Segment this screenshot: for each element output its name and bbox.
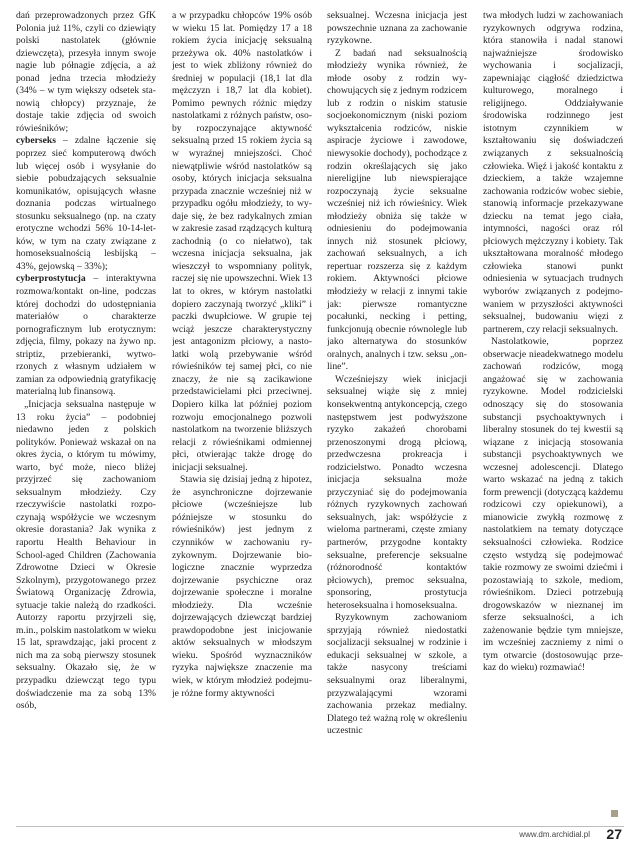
text-column-4 [483,10,623,830]
end-of-article-mark [611,810,618,817]
term-definition: – zdalne łączenie się poprzez sieć komputerową dwóch lub więcej osób i wysyłanie do siebie pobudzających seksualnie komunikatów, opisujących własne doznania podczas wirtualnego stosunku seksualnego (np. na czaty erotyczne wchodzi 56% 10-14-letków, w tym na czaty związane z homoseksualnością lesbijską – 43%, gejowską – 33%); [16,135,156,272]
paragraph [16,135,156,273]
paragraph: „Inicjacja seksualna następuje w 13 roku życia” – podobniej niedawno jeden z polskich polityków. Ponieważ wskazał on na okres życia, o którym tu mówimy, warto, być może, nieco bliżej przyjrzeć się zachowaniom seksualnym młodzieży. Czy rzeczywiście nastolatki rozpoczynają współżycie we wczesnym okresie dorastania? Jak wynika z raportu Health Behaviour in School-aged Children (Zachowania Zdrowotne Dzieci w Okresie Szkolnym), przygotowanego przez Światową Organizację Zdrowia, sytuacje takie należą do rzadkości. Autorzy raportu przyjrzeli się, m.in., polskim nastolatkom w wieku 15 lat, sprawdzając, jaki procent z nich ma za sobą pierwszy stosunek seksualny. Okazało się, że w przypadku dziewcząt tego typu doświadczenie ma za sobą 13% osób, [16,398,156,712]
paragraph: twa młodych ludzi w zachowaniach ryzykownych odgrywa rodzina, która stanowiła i nadal stanowi najważniejsze środowisko wychowania i socjalizacji, zapewniając ciągłość dziedzictwa kulturowego, moralnego i religijnego. Oddziaływanie środowiska rodzinnego jest istotnym czynnikiem w kształtowaniu się doświadczeń związanych z seksualnością człowieka. Więź i jakość kontaktu z dzieckiem, a także wzajemne zachowania rodziców wobec siebie, stanowią informacje przekazywane dziecku na temat jego ciała, intymności, nagości oraz ról płciowych mężczyzny i kobiety. Tak ukształtowana moralność młodego człowieka stanowi punkt odniesienia w sytuacjach trudnych wyborów związanych z podejmowaniem w przyszłości aktywności seksualnej, budowaniu więzi z partnerem, czy relacji seksualnych. [483,10,623,335]
paragraph: Stawia się dzisiaj jedną z hipotez, że asynchroniczne dojrzewanie płciowe (wcześniejsze lub późniejsze w stosunku do rówieśników) jest jednym z czynników w zachowaniu ryzykownym. Dojrzewanie biologiczne znacznie wyprzedza dojrzewanie psychiczne oraz dojrzewanie społeczne i moralne młodzieży. Dla wcześnie dojrzewających dziewcząt bardziej prawdopodobne jest inicjowanie aktów seksualnych w młodszym wieku. Spośród wyznaczników ryzyka największe znaczenie ma wiek, w którym młodzież podejmuje różne formy aktywności [172,474,312,699]
text-column-2 [172,10,312,830]
term-definition: – interaktywna rozmowa/kontakt on-line, podczas której dochodzi do udostępniania materiałów o charakterze pornograficznym lub erotycznym: zdjęcia, filmy, pokazy na żywo np. striptiz, przebieranki, wytworzonych z własnym udziałem w zamian za odpowiednią gratyfikację materialną lub finansową. [16,273,156,398]
paragraph: Wcześniejszy wiek inicjacji seksualnej wiąże się z mniej konsekwentną antykoncepcją, czego następstwem jest podwyższone ryzyko zakażeń chorobami przenoszonymi drogą płciową, przedwczesna prokreacja i rodzicielstwo. Ponadto wczesna inicjacja seksualna może przyczyniać się do podejmowania różnych ryzykownych zachowań seksualnych, jak: współżycie z wieloma partnerami, częste zmiany partnerów, przygodne kontakty seksualne, preferencje seksualne (różnorodność kontaktów płciowych), premoc seksualna, sponsoring, prostytucja heteroseksualna i homoseksualna. [327,373,467,611]
term-cyberprostytucja: cyberprostytucja [16,273,86,285]
term-cyberseks: cyberseks [16,135,56,147]
footer-divider [16,826,624,827]
page-number: 27 [606,826,622,842]
paragraph [16,273,156,398]
text-column-1 [16,10,156,830]
paragraph: seksualnej. Wczesna inicjacja jest powszechnie uznana za zachowanie ryzykowne. [327,10,467,47]
text-column-3 [327,10,467,830]
paragraph: a w przypadku chłopców 19% osób w wieku 15 lat. Pomiędzy 17 a 18 rokiem życia inicjację seksualną przeżywa ok. 40% nastolatków i jest to wiek zbliżony również do średniej w populacji (18,1 lat dla mężczyzn i 18,7 lat dla kobiet). Pomimo pewnych różnic między nastolatkami z różnych państw, osoby rozpoczynające aktywność seksualną przed 15 rokiem życia są w wyraźnej mniejszości. Choć niewątpliwie wśród nastolatków są osoby, których inicjacja seksualna przypada znacznie wcześniej niż w przypadku ogółu młodzieży, to wydaje się, że bez radykalnych zmian w zakresie zasad rządzących kulturą zachodnią (o co niełatwo), tak wczesna inicjacja seksualna, jak wieszczył to wspomniany polityk, raczej się nie upowszechni. Wiek 13 lat to okres, w którym nastolatki dopiero zaczynają tworzyć „kliki” i paczki dwupłciowe. W grupie tej wciąż jeszcze charakterystyczny jest antagonizm płciowy, a nastolatki wolą przebywanie wśród rówieśników tej samej płci, co nie znaczy, że nie są zacikawione przedstawicielami płci przeciwnej. Dopiero kilka lat później poziom rozwoju emocjonalnego pozwoli nastolatkom na tworzenie bliższych relacji z rówieśnikami odmiennej płci, otwierając także drogę do inicjacji seksualnej. [172,10,312,473]
paragraph: Nastolatkowie, poprzez obserwacje nieadekwatnego modelu zachowań rodziców, mogą angażować się w zachowania ryzykowne. Model rodzicielski odnoszący się do stosowania substancji psychoaktywnych i liberalny stosunek do tej kwestii są wiązane z inicjacją stosowania substancji psychoaktywnych we wczesnej adolescencji. Dlatego warto wskazać na jedną z takich form prewencji (dotyczącą każdemu rodzicowi czy opiekunowi), a mianowicie zwykłą rozmowę z nastolatkiem na tematy dotyczące seksualności człowieka. Rodzice często wstydzą się podejmować takie rozmowy ze swoimi dziećmi i pozostawiają to szkole, mediom, rówieśnikom. Dzieci potrzebują drogowskazów w nieznanej im sferze seksualności, a ich zażenowanie będzie tym mniejsze, im wcześniej zaczniemy z nimi o tym otwarcie (dostosowując przekaz do wieku) rozmawiać! [483,336,623,674]
footer-url: www.dm.archidial.pl [519,830,590,839]
paragraph: Z badań nad seksualnością młodzieży wynika również, że młode osoby z rodzin wychowujących się z jednym rodzicem lub z rodzin o niskim statusie socjoekonomicznym (niski poziom wykształcenia rodziców, niskie aspiracje życiowe i zawodowe, niewysokie dochody), pochodzące z rodzin określających się jako niereligijne lub niewspierające rozpoczynają życie seksualne wcześniej niż ich rówieśnicy. Wiek młodzieży obniża się także w odniesieniu do podejmowania innych niż stosunek płciowy, zachowań seksualnych, a ich repertuar rozszerza się z każdym rokiem. Aktywności płciowe młodzieży w relacji z innymi takie jak: pierwsze romantyczne pocałunki, necking i petting, funkcjonują obecnie równolegle lub jako alternatywa do stosunków oralnych, analnych i tzw. seksu „on-line”. [327,47,467,373]
paragraph: Ryzykownym zachowaniom sprzyjają również niedostatki socjalizacji seksualnej w rodzinie i edukacji seksualnej w szkole, a także nasycony treściami seksualnymi oraz liberalnymi, przyzwalającymi wzorami zachowania przekaz medialny. Dlatego też ważną rolę w określeniu uczestnic [327,612,467,737]
paragraph: dań przeprowadzonych przez GfK Polonia już 11%, czyli co dziewiąty polski nastolatek (głównie dziewczęta), przesyła innym swoje nagie lub półnagie zdjęcia, a aż ponad jedna trzecia młodzieży (34% – w tym większy odsetek stanowią chłopcy) przyznaje, że dostaje takie zdjęcia od swoich rówieśników; [16,10,156,134]
